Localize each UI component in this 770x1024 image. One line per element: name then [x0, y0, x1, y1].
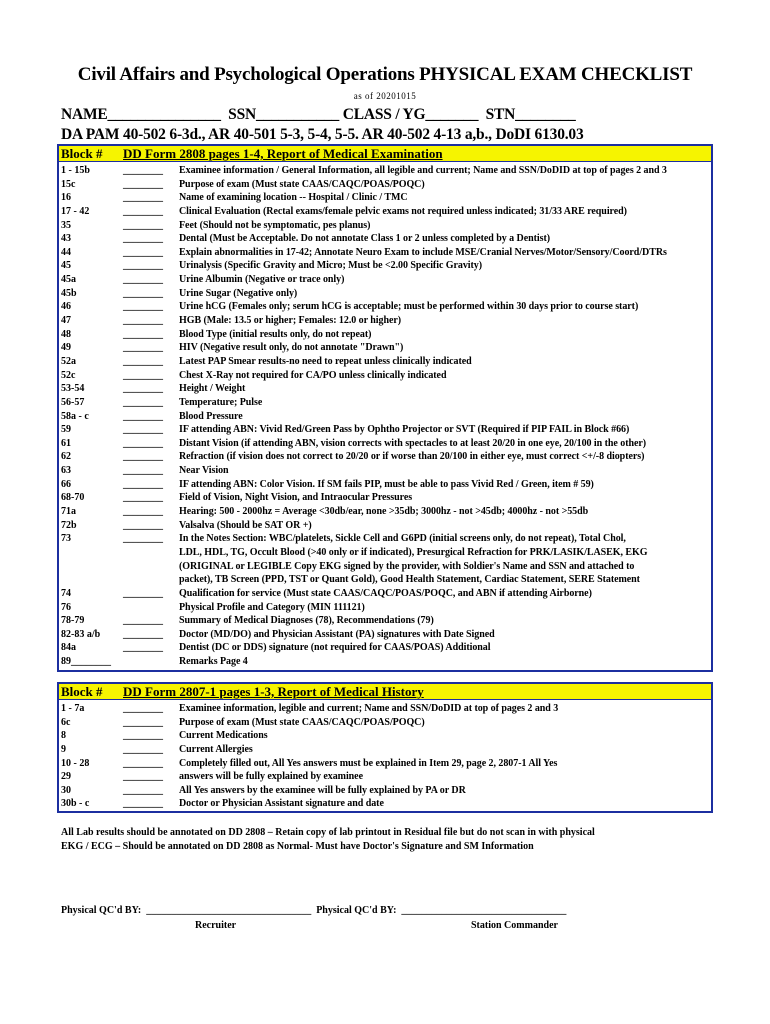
requirement-text: Valsalva (Should be SAT OR +): [179, 519, 312, 531]
section-header: [59, 146, 711, 161]
block-number: 56-57: [61, 396, 85, 408]
block-number: 45b: [61, 287, 77, 299]
checklist-row: [59, 355, 711, 369]
check-blank: ________: [123, 465, 163, 477]
check-blank: ________: [123, 757, 163, 769]
check-blank: ________: [123, 533, 163, 545]
requirement-text: Explain abnormalities in 17-42; Annotate Neuro Exam to include MSE/Cranial Nerves/Motor/Sensory/Coord/DTRs: [179, 246, 667, 258]
block-number: 89________: [61, 656, 111, 668]
section-header: [59, 684, 711, 699]
checklist-row: [59, 396, 711, 410]
block-number: 17 - 42: [61, 205, 90, 217]
requirement-text: Temperature; Pulse: [179, 396, 263, 408]
check-blank: ________: [123, 451, 163, 463]
check-blank: ________: [123, 205, 163, 217]
block-column-label: Block #: [61, 146, 103, 161]
header-divider: [59, 699, 711, 700]
requirement-text: Blood Type (initial results only, do not repeat): [179, 328, 372, 340]
requirement-text: IF attending ABN: Vivid Red/Green Pass by Ophtho Projector or SVT (Required if PIP FAIL in Block #66): [179, 424, 630, 436]
block-number: 45: [61, 260, 71, 272]
checklist-rows: [59, 164, 711, 669]
checklist-row: [59, 784, 711, 798]
requirement-text: Purpose of exam (Must state CAAS/CAQC/POAS/POQC): [179, 716, 425, 728]
checklist-rows: [59, 702, 711, 811]
identification-line: NAME_______________ SSN___________ CLASS / YG_______ STN________: [61, 106, 576, 123]
requirement-text: Purpose of exam (Must state CAAS/CAQC/POAS/POQC): [179, 178, 425, 190]
block-number: 43: [61, 233, 71, 245]
checklist-row: [59, 601, 711, 615]
requirement-text: answers will be fully explained by examinee: [179, 771, 363, 783]
check-blank: ________: [123, 233, 163, 245]
block-number: 46: [61, 301, 71, 313]
requirement-text: Dentist (DC or DDS) signature (not required for CAAS/POAS) Additional: [179, 642, 491, 654]
requirement-text: All Yes answers by the examinee will be fully explained by PA or DR: [179, 784, 466, 796]
requirement-text: Urine Albumin (Negative or trace only): [179, 274, 345, 286]
block-number: 15c: [61, 178, 76, 190]
requirement-text: Height / Weight: [179, 383, 246, 395]
requirement-text: Name of examining location -- Hospital / Clinic / TMC: [179, 192, 408, 204]
check-blank: ________: [123, 506, 163, 518]
block-number: 82-83 a/b: [61, 628, 101, 640]
block-number: 44: [61, 246, 71, 258]
check-blank: ________: [123, 301, 163, 313]
check-blank: ________: [123, 410, 163, 422]
check-blank: ________: [123, 315, 163, 327]
check-blank: ________: [123, 587, 163, 599]
check-blank: ________: [123, 396, 163, 408]
block-number: 48: [61, 328, 71, 340]
requirement-text: Refraction (if vision does not correct to 20/20 or if worse than 20/100 in either eye, must correct <+/-8 diopters): [179, 451, 645, 463]
checklist-row: [59, 287, 711, 301]
check-blank: ________: [123, 642, 163, 654]
notes: [61, 826, 595, 854]
block-number: 53-54: [61, 383, 85, 395]
requirement-text: Summary of Medical Diagnoses (78), Recommendations (79): [179, 615, 434, 627]
regulation-references: DA PAM 40-502 6-3d., AR 40-501 5-3, 5-4, 5-5. AR 40-502 4-13 a,b., DoDI 6130.03: [61, 126, 584, 143]
requirement-text: HIV (Negative result only, do not annotate "Drawn"): [179, 342, 404, 354]
checklist-row: [59, 478, 711, 492]
check-blank: ________: [123, 369, 163, 381]
check-blank: ________: [123, 192, 163, 204]
block-number: 58a - c: [61, 410, 89, 422]
checklist-row: [59, 246, 711, 260]
check-blank: ________: [123, 703, 163, 714]
requirement-text: Near Vision: [179, 465, 229, 477]
block-number: 30b - c: [61, 798, 90, 810]
checklist-row: [59, 164, 711, 178]
checklist-row: [59, 532, 711, 546]
check-blank: ________: [123, 287, 163, 299]
check-blank: ________: [123, 165, 163, 176]
check-blank: ________: [123, 743, 163, 755]
requirement-text: Urine hCG (Females only; serum hCG is acceptable; must be performed within 30 days prior to course start): [179, 301, 639, 313]
block-number: 66: [61, 478, 71, 490]
block-number: 9: [61, 743, 66, 755]
check-blank: ________: [123, 274, 163, 286]
check-blank: ________: [123, 355, 163, 367]
requirement-text: Doctor or Physician Assistant signature and date: [179, 798, 384, 810]
requirement-text: Remarks Page 4: [179, 656, 248, 668]
check-blank: ________: [123, 437, 163, 449]
block-number: 72b: [61, 519, 77, 531]
block-column-label: Block #: [61, 684, 103, 699]
check-blank: ________: [123, 519, 163, 531]
block-number: 30: [61, 784, 71, 796]
requirement-text: (ORIGINAL or LEGIBLE Copy EKG signed by the provider, with Soldier's Name and SSN and attached to: [179, 560, 635, 572]
check-blank: ________: [123, 260, 163, 272]
block-number: 71a: [61, 506, 76, 518]
block-number: 74: [61, 587, 71, 599]
checklist-row: [59, 232, 711, 246]
station-commander-label: Station Commander: [471, 920, 558, 931]
requirement-text: Urinalysis (Specific Gravity and Micro; Must be <2.00 Specific Gravity): [179, 260, 483, 272]
checklist-row: [59, 314, 711, 328]
signature-line: Physical QC'd BY: _________________________________ Physical QC'd BY: _________________________________: [61, 905, 567, 916]
checklist-row: [59, 341, 711, 355]
checklist-row: [59, 757, 711, 771]
checklist-row: [59, 259, 711, 273]
checklist-row: [59, 273, 711, 287]
requirement-text: Feet (Should not be symptomatic, pes planus): [179, 219, 371, 231]
page-title: Civil Affairs and Psychological Operations PHYSICAL EXAM CHECKLIST: [77, 64, 693, 85]
requirement-text: Examinee information / General Information, all legible and current; Name and SSN/DoDID at top of pages 2 and 3: [179, 165, 667, 176]
check-blank: ________: [123, 178, 163, 190]
checklist-row: [59, 614, 711, 628]
requirement-text: Current Medications: [179, 730, 268, 742]
block-number: 6c: [61, 716, 71, 728]
block-number: 1 - 15b: [61, 165, 90, 176]
check-blank: ________: [123, 716, 163, 728]
requirement-text: Qualification for service (Must state CAAS/CAQC/POAS/POQC, and ABN if attending Airborne): [179, 587, 592, 599]
block-number: 76: [61, 601, 71, 613]
checklist-row: [59, 641, 711, 655]
check-blank: ________: [123, 798, 163, 810]
block-number: 10 - 28: [61, 757, 90, 769]
checklist-row: [59, 205, 711, 219]
checklist-row: [59, 743, 711, 757]
requirement-text: HGB (Male: 13.5 or higher; Females: 12.0 or higher): [179, 315, 402, 327]
block-number: 52a: [61, 355, 76, 367]
requirement-text: Examinee information, legible and current; Name and SSN/DoDID at top of pages 2 and 3: [179, 703, 559, 714]
check-blank: ________: [123, 328, 163, 340]
check-blank: ________: [123, 478, 163, 490]
check-blank: ________: [123, 771, 163, 783]
requirement-text: Physical Profile and Category (MIN 111121): [179, 601, 365, 613]
block-number: 29: [61, 771, 71, 783]
checklist-row: [59, 328, 711, 342]
block-number: 47: [61, 315, 71, 327]
checklist-row: [59, 573, 711, 587]
check-blank: ________: [123, 492, 163, 504]
check-blank: ________: [123, 219, 163, 231]
requirement-text: Clinical Evaluation (Rectal exams/female pelvic exams not required unless indicated; 31/33 ARE required): [179, 205, 627, 217]
requirement-text: Blood Pressure: [179, 410, 243, 422]
checklist-row: [59, 410, 711, 424]
check-blank: ________: [123, 342, 163, 354]
requirement-text: Distant Vision (if attending ABN, vision corrects with spectacles to at least 20/20 in one eye, 20/100 in the other): [179, 437, 647, 449]
requirement-text: Latest PAP Smear results-no need to repeat unless clinically indicated: [179, 355, 472, 367]
check-blank: ________: [123, 730, 163, 742]
block-number: 84a: [61, 642, 76, 654]
section-title: DD Form 2807-1 pages 1-3, Report of Medical History: [123, 684, 424, 699]
checklist-row: [59, 797, 711, 811]
check-blank: ________: [123, 615, 163, 627]
checklist-row: [59, 219, 711, 233]
checklist-row: [59, 464, 711, 478]
checklist-row: [59, 382, 711, 396]
requirement-text: packet), TB Screen (PPD, TST or Quant Gold), Good Health Statement, Cardiac Statement, SERE Statement: [179, 574, 640, 586]
checklist-row: [59, 546, 711, 560]
checklist-row: [59, 178, 711, 192]
checklist-row: [59, 716, 711, 730]
section-title: DD Form 2808 pages 1-4, Report of Medical Examination: [123, 146, 443, 161]
checklist-row: [59, 702, 711, 716]
checklist-row: [59, 770, 711, 784]
block-number: 73: [61, 533, 71, 545]
check-blank: ________: [123, 628, 163, 640]
dd2807-checklist-section: [57, 682, 713, 813]
block-number: 61: [61, 437, 71, 449]
requirement-text: Field of Vision, Night Vision, and Intraocular Pressures: [179, 492, 413, 504]
requirement-text: Urine Sugar (Negative only): [179, 287, 298, 299]
lab-results-note: All Lab results should be annotated on DD 2808 – Retain copy of lab printout in Residual file but do not scan in with physical: [61, 827, 595, 838]
checklist-row: [59, 369, 711, 383]
recruiter-label: Recruiter: [195, 920, 237, 931]
dd2808-checklist-section: [57, 144, 713, 672]
check-blank: ________: [123, 246, 163, 258]
requirement-text: Completely filled out, All Yes answers must be explained in Item 29, page 2, 2807-1 All Yes: [179, 757, 558, 769]
block-number: 68-70: [61, 492, 85, 504]
block-number: 78-79: [61, 615, 85, 627]
check-blank: ________: [123, 424, 163, 436]
block-number: 8: [61, 730, 66, 742]
requirement-text: LDL, HDL, TG, Occult Blood (>40 only or if indicated), Presurgical Refraction for PRK/LASIK/LASEK, EKG: [179, 546, 648, 558]
checklist-row: [59, 505, 711, 519]
checklist-row: [59, 628, 711, 642]
checklist-row: [59, 437, 711, 451]
block-number: 52c: [61, 369, 76, 381]
as-of-date: as of 20201015: [353, 91, 417, 101]
check-blank: ________: [123, 784, 163, 796]
block-number: 59: [61, 424, 71, 436]
check-blank: ________: [123, 383, 163, 395]
header-divider: [59, 161, 711, 162]
checklist-row: [59, 191, 711, 205]
requirement-text: Dental (Must be Acceptable. Do not annotate Class 1 or 2 unless completed by a Dentist): [179, 233, 551, 245]
checklist-row: [59, 491, 711, 505]
checklist-row: [59, 560, 711, 574]
checklist-row: [59, 519, 711, 533]
requirement-text: In the Notes Section: WBC/platelets, Sickle Cell and G6PD (initial screens only, do not repeat), Total Chol,: [179, 533, 626, 545]
block-number: 1 - 7a: [61, 703, 85, 714]
checklist-row: [59, 300, 711, 314]
requirement-text: IF attending ABN: Color Vision. If SM fails PIP, must be able to pass Vivid Red / Green, item # 59): [179, 478, 594, 490]
requirement-text: Doctor (MD/DO) and Physician Assistant (PA) signatures with Date Signed: [179, 628, 495, 640]
ekg-note: EKG / ECG – Should be annotated on DD 2808 as Normal- Must have Doctor's Signature and SM Information: [61, 841, 534, 852]
checklist-row: [59, 655, 711, 669]
checklist-row: [59, 423, 711, 437]
requirement-text: Current Allergies: [179, 743, 253, 755]
block-number: 49: [61, 342, 71, 354]
block-number: 63: [61, 465, 71, 477]
requirement-text: Chest X-Ray not required for CA/PO unless clinically indicated: [179, 369, 447, 381]
block-number: 45a: [61, 274, 76, 286]
block-number: 35: [61, 219, 71, 231]
block-number: 62: [61, 451, 71, 463]
checklist-row: [59, 450, 711, 464]
checklist-row: [59, 587, 711, 601]
checklist-row: [59, 729, 711, 743]
block-number: 16: [61, 192, 71, 204]
requirement-text: Hearing: 500 - 2000hz = Average <30db/ear, none >35db; 3000hz - not >45db; 4000hz - not >55db: [179, 506, 589, 518]
